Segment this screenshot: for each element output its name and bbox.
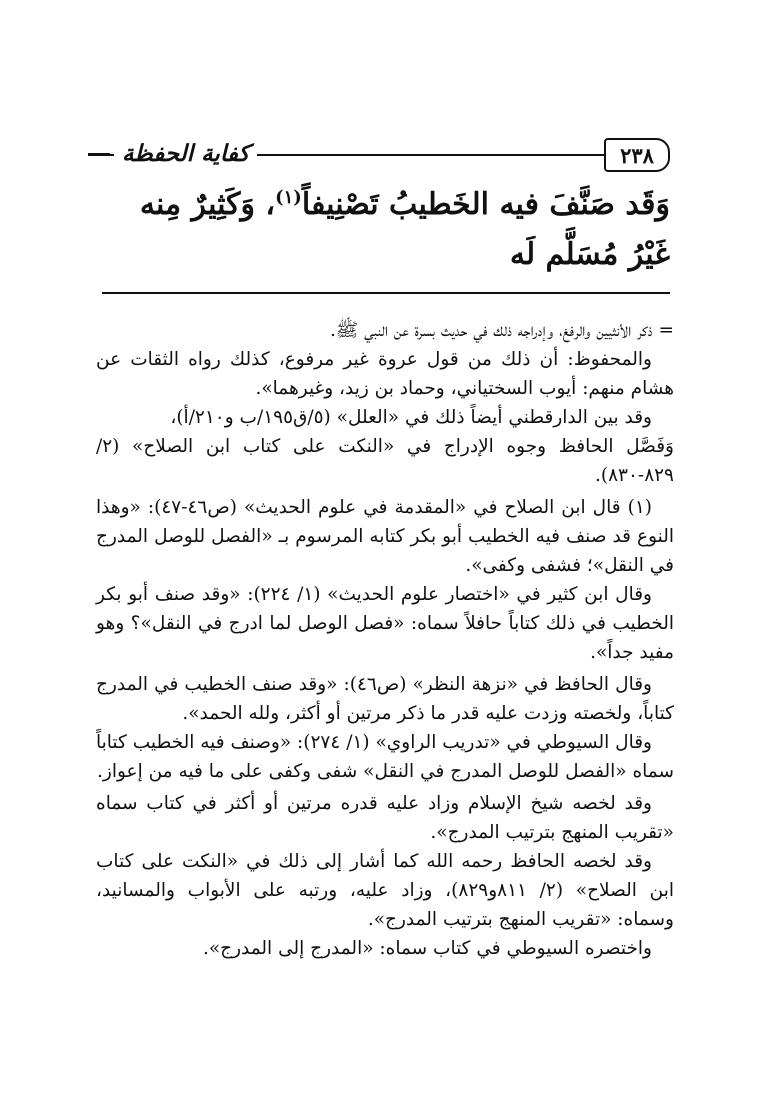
footnote-paragraph: (١) قال ابن الصلاح في «المقدمة في علوم الحديث» (ص٤٦-٤٧): «وهذا النوع قد صنف فيه الخطيب أبو بكر كتابه المرسوم بـ «الفصل للوصل المدرج في النقل»؛ فشفى وكفى». xyxy=(96,497,674,576)
footnote-ref-marker: (١) xyxy=(275,187,302,208)
main-text xyxy=(90,180,670,280)
footnote-separator xyxy=(102,292,670,294)
footnote-paragraph: والمحفوظ: أن ذلك من قول عروة غير مرفوع، كذلك رواه الثقات عن هشام منهم: أيوب السختياني، وحماد بن زيد، وغيرهما». xyxy=(96,349,674,399)
main-text-before: وَقَد صَنَّفَ فيه الخَطيبُ تَصْنِيفاً xyxy=(301,187,670,222)
footnote-paragraph: = ذكر الأنثيين والرفغ، وإدراجه ذلك في حديث بسرة عن النبي ﷺ. xyxy=(329,320,674,341)
footnote-paragraph: واختصره السيوطي في كتاب سماه: «المدرج إلى المدرج». xyxy=(202,938,652,959)
footnotes xyxy=(96,316,674,963)
book-title: كفاية الحفظة xyxy=(114,140,257,168)
page-header xyxy=(88,138,670,172)
page-number: ٢٣٨ xyxy=(620,142,654,168)
footnote-paragraph: وقد لخصه الحافظ رحمه الله كما أشار إلى ذلك في «النكت على كتاب ابن الصلاح» (٢/ ٨١١و٨٢٩)، وزاد عليه، ورتبه على الأبواب والمسانيد، وسماه: «تقريب المنهج بترتيب المدرج». xyxy=(96,851,674,930)
page-number-badge xyxy=(604,138,670,172)
main-text-after: ، وَكَثِيرٌ مِنه غَيْرُ مُسَلَّم لَه xyxy=(139,187,670,272)
footnote-paragraph: وقد لخصه شيخ الإسلام وزاد عليه قدره مرتين أو أكثر في كتاب سماه «تقريب المنهج بترتيب المدرج». xyxy=(96,793,674,843)
footnote-paragraph: وقال ابن كثير في «اختصار علوم الحديث» (١/ ٢٢٤): «وقد صنف أبو بكر الخطيب في ذلك كتاباً حافلاً سماه: «فصل الوصل لما ادرج في النقل»؟ وهو مفيد جداً». xyxy=(96,584,674,663)
footnote-paragraph: وقد بين الدارقطني أيضاً ذلك في «العلل» (٥/ق١٩٥/ب و٢١٠/أ)، xyxy=(170,407,652,428)
footnote-paragraph: وقال السيوطي في «تدريب الراوي» (١/ ٢٧٤): «وصنف فيه الخطيب كتاباً سماه «الفصل للوصل المدرج في النقل» شفى وكفى على ما فيه من إعواز. xyxy=(96,732,674,782)
footnote-paragraph: وقال الحافظ في «نزهة النظر» (ص٤٦): «وقد صنف الخطيب في المدرج كتاباً، ولخصته وزدت عليه قدر ما ذكر مرتين أو أكثر، ولله الحمد». xyxy=(96,674,674,724)
footnote-paragraph: وَفَصَّل الحافظ وجوه الإدراج في «النكت على كتاب ابن الصلاح» (٢/ ٨٢٩-٨٣٠). xyxy=(96,436,674,486)
title-dash xyxy=(88,153,110,156)
